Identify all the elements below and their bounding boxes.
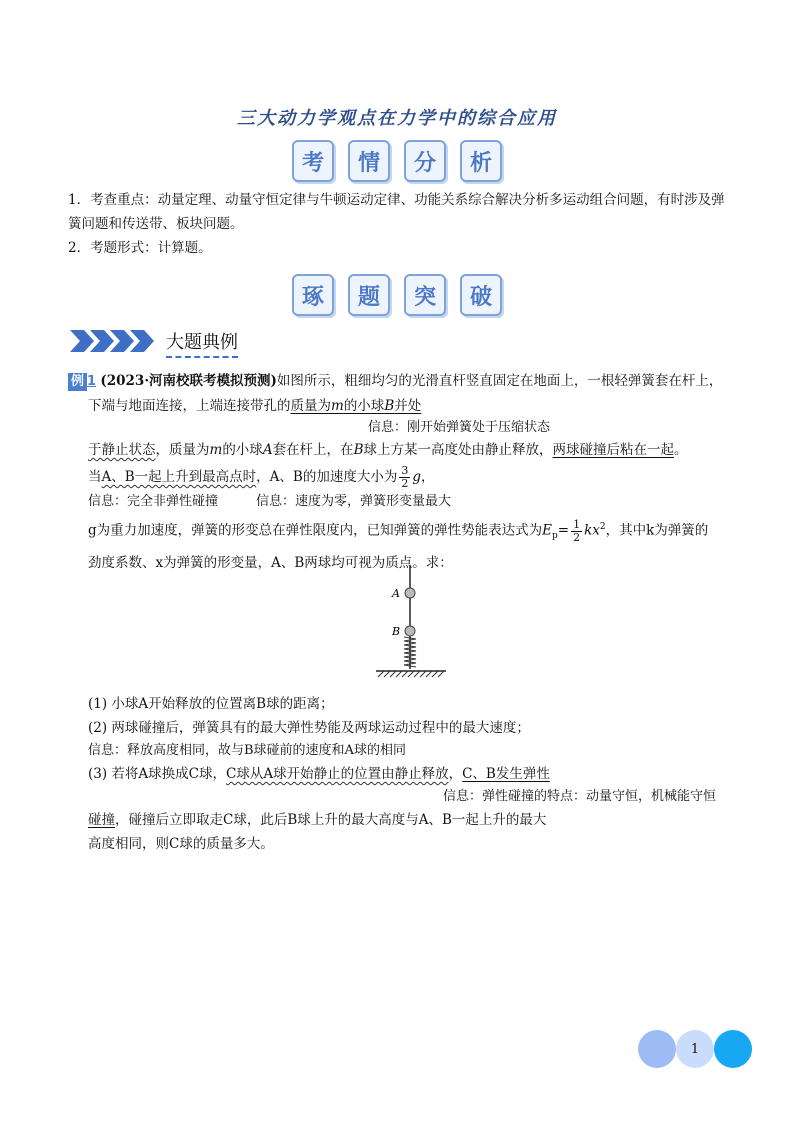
banner-zhuoti-tupo: [0, 274, 794, 316]
var-B: B: [353, 442, 364, 458]
denominator: 2: [401, 477, 409, 490]
circle-decoration: [638, 1030, 676, 1068]
example-badge: 例: [68, 373, 87, 391]
text-seg: ，: [421, 469, 435, 485]
spring-rod-figure: [370, 565, 450, 687]
banner-tile: 琢: [292, 274, 334, 316]
text-seg: ，: [448, 766, 463, 782]
banner-tile: 考: [292, 140, 334, 182]
info-row: [68, 492, 738, 512]
text-seg: ，质量为: [155, 442, 210, 458]
banner-tile: 题: [348, 274, 390, 316]
wavy-phrase: A、B一起上升到最高点时: [101, 469, 257, 485]
denominator: 2: [573, 530, 581, 544]
question-3-line-3: 高度相同，则C球的质量多大。: [88, 836, 274, 852]
info-note-2: 信息：完全非弹性碰撞: [88, 494, 219, 509]
info-note-1: 信息：刚开始弹簧处于压缩状态: [368, 420, 551, 435]
page-number: 1: [676, 1030, 714, 1068]
page-title: 三大动力学观点在力学中的综合应用: [237, 108, 557, 129]
text-seg: 质量为: [290, 398, 331, 414]
example-line-5: [68, 512, 738, 551]
underlined-phrase: 两球碰撞后粘在一起: [552, 442, 674, 458]
text-seg: =: [557, 522, 570, 539]
text-seg: ，碰撞后立即取走C球，此后B球上升的最大高度与A、B一起上升的最大: [115, 812, 547, 828]
figure-label-A: A: [392, 587, 400, 600]
banner-kaoqing-fenxi: [0, 140, 794, 182]
example-line-6: 劲度系数、x为弹簧的形变量，A、B两球均可视为质点。求：: [88, 555, 453, 572]
text-seg: ，A、B的加速度大小为: [256, 469, 398, 485]
var-kx: kx: [584, 522, 600, 539]
example-text: 如图所示，粗细均匀的光滑直杆竖直固定在地面上，一根轻弹簧套在杆上，: [276, 373, 723, 389]
var-B: B: [384, 398, 395, 414]
var-m: m: [331, 398, 344, 414]
example-number: 1: [87, 374, 97, 389]
info-note-4: 信息：释放高度相同，故与B球碰前的速度和A球的相同: [88, 743, 406, 758]
analysis-block: [68, 188, 738, 260]
banner-tile: 突: [404, 274, 446, 316]
example-line-2: [68, 394, 738, 418]
text-seg: 并处: [394, 398, 422, 414]
example-block: [68, 369, 738, 575]
numerator: 1: [573, 517, 581, 531]
text-seg: 套在杆上，在: [272, 442, 354, 458]
banner-tile: 情: [348, 140, 390, 182]
info-note-5: 信息：弹性碰撞的特点：动量守恒，机械能守恒: [443, 789, 717, 804]
text-seg: 。: [673, 442, 688, 458]
banner-tile: 破: [460, 274, 502, 316]
text-seg: 的小球: [222, 442, 263, 458]
superscript-2: 2: [599, 522, 606, 532]
numerator: 3: [401, 464, 409, 477]
text-seg: 当: [88, 469, 102, 485]
var-E: E: [542, 522, 553, 539]
banner-tile: 析: [460, 140, 502, 182]
question-1: (1) 小球A开始释放的位置离B球的距离；: [88, 696, 334, 712]
example-line-4: [68, 462, 738, 492]
page-number-badge: [638, 1030, 752, 1068]
var-g: g: [412, 469, 421, 485]
questions-block: [88, 692, 748, 856]
example-line-3: [68, 438, 738, 462]
question-2: (2) 两球碰撞后，弹簧具有的最大弹性势能及两球运动过程中的最大速度；: [88, 720, 530, 736]
fraction-1-2: [571, 519, 582, 544]
question-3-line-1: [88, 762, 748, 786]
var-A: A: [262, 442, 273, 458]
ground-hatch-icon: [378, 671, 444, 677]
example-line-1: [68, 369, 738, 394]
section-label: 大题典例: [166, 328, 238, 358]
circle-decoration: [714, 1030, 752, 1068]
banner-tile: 分: [404, 140, 446, 182]
text-seg: (3) 若将A球换成C球，: [88, 766, 226, 782]
subscript-p: p: [552, 531, 558, 542]
underlined-phrase: [291, 398, 422, 414]
figure-label-B: B: [392, 625, 401, 638]
text-seg: ，其中k为弹簧的: [605, 522, 709, 539]
var-m: m: [209, 442, 223, 458]
underlined-phrase: C、B发生弹性: [462, 766, 550, 782]
chevron-arrows-icon: [70, 330, 162, 352]
analysis-line-1a: 1．考查重点：动量定理、动量守恒定律与牛顿运动定律、功能关系综合解决分析多运动组合问题，有时涉及弹: [68, 192, 725, 208]
analysis-line-1b: 簧问题和传送带、板块问题。: [68, 216, 244, 232]
text-seg: 的小球: [343, 398, 385, 414]
text-seg: 球上方某一高度处由静止释放，: [363, 442, 553, 458]
info-note-3: 信息：速度为零，弹簧形变量最大: [256, 494, 452, 509]
example-text: 下端与地面连接，上端连接带孔的: [88, 398, 291, 414]
section-header: [70, 328, 260, 354]
spring-icon: [404, 637, 416, 667]
question-3-line-2: [88, 808, 748, 832]
wavy-phrase: C球从A球开始静止的位置由静止释放: [226, 766, 449, 782]
fraction-3-2: [399, 465, 410, 490]
example-source: (2023·河南校联考模拟预测): [100, 373, 277, 389]
underlined-phrase: 碰撞: [88, 812, 115, 828]
analysis-line-2: 2．考题形式：计算题。: [68, 240, 212, 256]
wavy-phrase: 于静止状态: [88, 442, 156, 458]
text-seg: g为重力加速度，弹簧的形变总在弹性限度内，已知弹簧的弹性势能表达式为: [88, 522, 543, 539]
